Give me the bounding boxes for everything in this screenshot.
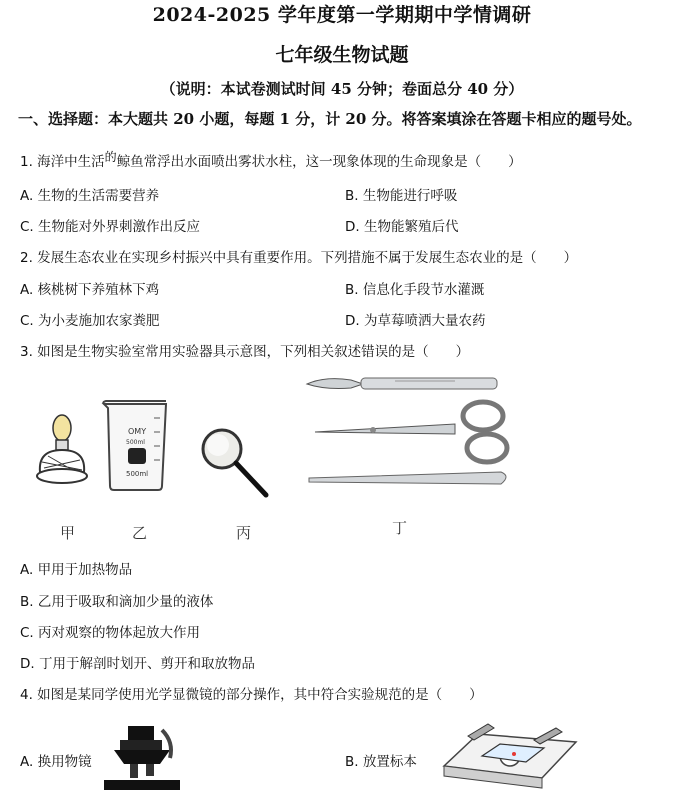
q3-option-d: D. 丁用于解剖时划开、剪开和取放物品 [20,656,255,672]
label-ding: 丁 [392,519,408,537]
q3-stem: 3. 如图是生物实验室常用实验器具示意图，下列相关叙述错误的是（ ） [20,344,470,360]
q3-option-c: C. 丙对观察的物体起放大作用 [20,625,201,641]
microscope-objective-figure [100,722,184,790]
exam-note: （说明：本试卷测试时间 45 分钟；卷面总分 40 分） [160,80,524,98]
label-yi: 乙 [132,524,148,542]
alcohol-lamp-figure [30,410,90,492]
section-heading: 一、选择题：本大题共 20 小题，每题 1 分，计 20 分。将答案填涂在答题卡相应的题号处。 [18,110,642,128]
label-jia: 甲 [60,524,76,542]
dissection-tools-figure [305,372,517,492]
q2-stem: 2. 发展生态农业在实现乡村振兴中具有重要作用。下列措施不属于发展生态农业的是（ ） [20,250,578,266]
beaker-figure [100,398,172,492]
exam-subtitle: 七年级生物试题 [275,44,409,66]
q1-stem [20,150,522,170]
q4-option-a: A. 换用物镜 [20,754,92,770]
q1-option-c: C. 生物能对外界刺激作出反应 [20,219,201,235]
q2-option-c: C. 为小麦施加农家粪肥 [20,313,160,329]
q2-option-b: B. 信息化手段节水灌溉 [345,282,485,298]
slide-placement-figure [438,716,580,790]
q3-option-a: A. 甲用于加热物品 [20,562,133,578]
q4-option-b: B. 放置标本 [345,754,417,770]
q1-option-b: B. 生物能进行呼吸 [345,188,458,204]
q3-option-b: B. 乙用于吸取和滴加少量的液体 [20,594,214,610]
magnifier-figure [198,425,272,501]
q2-option-d: D. 为草莓喷洒大量农药 [345,313,486,329]
q4-stem: 4. 如图是某同学使用光学显微镜的部分操作，其中符合实验规范的是（ ） [20,687,483,703]
q1-stem-b: 鲸鱼常浮出水面喷出雾状水柱，这一现象体现的生命现象是（ ） [116,154,522,170]
q1-stem-a: 1. 海洋中生活 [20,154,105,170]
q2-option-a: A. 核桃树下养殖林下鸡 [20,282,160,298]
label-bing: 丙 [236,524,252,542]
q1-stem-sup: 的 [104,150,117,164]
q1-option-d: D. 生物能繁殖后代 [345,219,459,235]
beaker-volume-bottom: 500ml [126,470,149,478]
exam-title: 2024-2025 学年度第一学期期中学情调研 [152,4,532,26]
beaker-volume-top: 500ml [126,439,145,446]
beaker-brand: OMY [128,427,147,436]
q1-option-a: A. 生物的生活需要营养 [20,188,160,204]
